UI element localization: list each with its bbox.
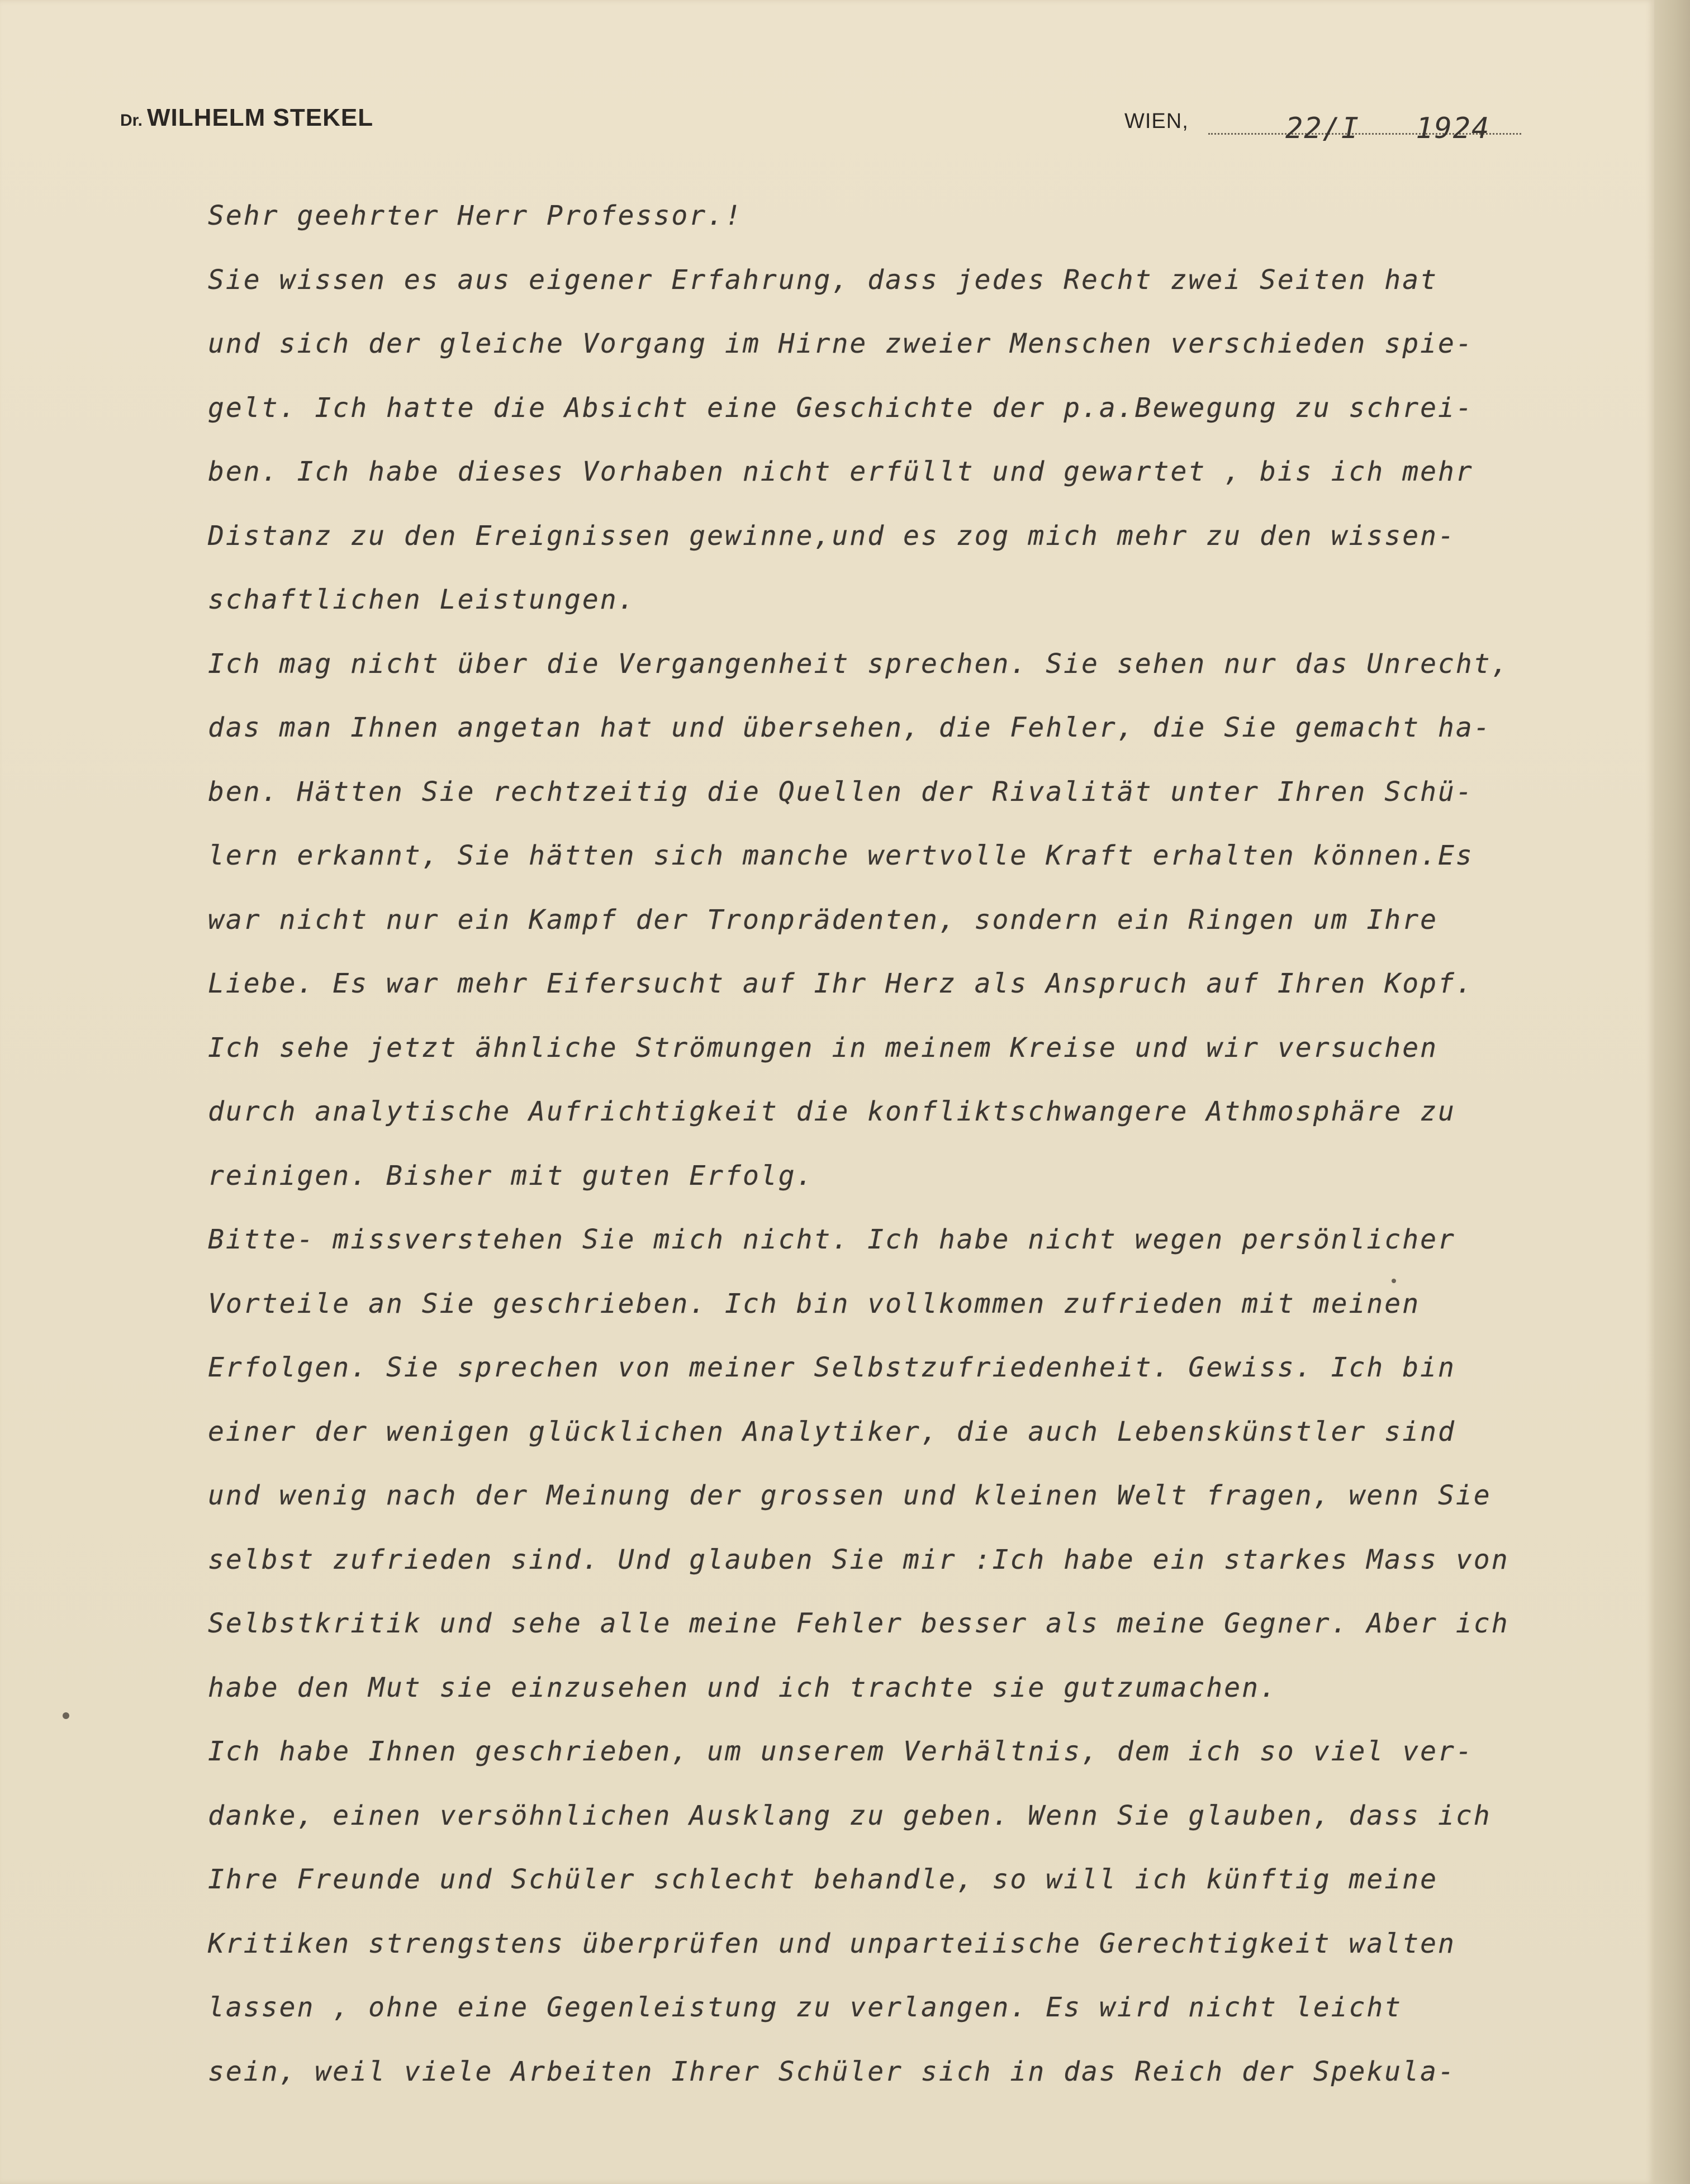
place-date <box>1124 110 1516 143</box>
text-line: Selbstkritik und sehe alle meine Fehler besser als meine Gegner. Aber ich <box>208 1608 1509 1639</box>
letter-body <box>208 199 1616 2119</box>
text-line: schaftlichen Leistungen. <box>208 584 636 615</box>
text-line: Bitte- missverstehen Sie mich nicht. Ich habe nicht wegen persönlicher <box>208 1224 1456 1255</box>
text-line: Distanz zu den Ereignissen gewinne,und es zog mich mehr zu den wissen- <box>208 520 1456 552</box>
letter-date: 22/I 1924 <box>1285 112 1490 145</box>
text-line: habe den Mut sie einzusehen und ich trachte sie gutzumachen. <box>208 1672 1278 1703</box>
text-line: Ich mag nicht über die Vergangenheit sprechen. Sie sehen nur das Unrecht, <box>208 648 1509 680</box>
text-line: Liebe. Es war mehr Eifersucht auf Ihr Herz als Anspruch auf Ihren Kopf. <box>208 968 1474 999</box>
paper-speck <box>63 1712 69 1719</box>
text-line: Ich sehe jetzt ähnliche Strömungen in meinem Kreise und wir versuchen <box>208 1032 1438 1063</box>
text-line: und sich der gleiche Vorgang im Hirne zweier Menschen verschieden spie- <box>208 328 1474 359</box>
text-line: selbst zufrieden sind. Und glauben Sie mir :Ich habe ein starkes Mass von <box>208 1544 1509 1575</box>
text-line: Ich habe Ihnen geschrieben, um unserem Verhältnis, dem ich so viel ver- <box>208 1736 1474 1767</box>
text-line: und wenig nach der Meinung der grossen und kleinen Welt fragen, wenn Sie <box>208 1480 1492 1511</box>
salutation: Sehr geehrter Herr Professor.! <box>208 200 743 231</box>
text-line: ben. Hätten Sie rechtzeitig die Quellen der Rivalität unter Ihren Schü- <box>208 776 1474 808</box>
place-name: WIEN, <box>1124 110 1189 133</box>
paper-speck <box>1392 1279 1396 1283</box>
text-line: Ihre Freunde und Schüler schlecht behandle, so will ich künftig meine <box>208 1864 1438 1895</box>
text-line: ben. Ich habe dieses Vorhaben nicht erfüllt und gewartet , bis ich mehr <box>208 456 1474 487</box>
text-line: durch analytische Aufrichtigkeit die konfliktschwangere Athmosphäre zu <box>208 1096 1456 1127</box>
letterhead-name: WILHELM STEKEL <box>147 104 374 131</box>
text-line: sein, weil viele Arbeiten Ihrer Schüler sich in das Reich der Spekula- <box>208 2055 1456 2087</box>
text-line: war nicht nur ein Kampf der Tronprädenten, sondern ein Ringen um Ihre <box>208 904 1438 936</box>
text-line: Vorteile an Sie geschrieben. Ich bin vollkommen zufrieden mit meinen <box>208 1288 1421 1319</box>
text-line: lern erkannt, Sie hätten sich manche wertvolle Kraft erhalten können.Es <box>208 840 1474 871</box>
text-line: lassen , ohne eine Gegenleistung zu verlangen. Es wird nicht leicht <box>208 1992 1403 2023</box>
text-line: reinigen. Bisher mit guten Erfolg. <box>208 1160 814 1191</box>
letterhead <box>120 104 373 132</box>
text-line: Kritiken strengstens überprüfen und unparteiische Gerechtigkeit walten <box>208 1927 1456 1959</box>
text-line: das man Ihnen angetan hat und übersehen, die Fehler, die Sie gemacht ha- <box>208 712 1492 743</box>
text-line: einer der wenigen glücklichen Analytiker, die auch Lebenskünstler sind <box>208 1416 1456 1447</box>
page-edge <box>1654 0 1690 2184</box>
text-line: Sie wissen es aus eigener Erfahrung, dass jedes Recht zwei Seiten hat <box>208 264 1438 296</box>
letterhead-title: Dr. <box>120 111 143 130</box>
text-line: Erfolgen. Sie sprechen von meiner Selbstzufriedenheit. Gewiss. Ich bin <box>208 1352 1456 1383</box>
text-line: gelt. Ich hatte die Absicht eine Geschichte der p.a.Bewegung zu schrei- <box>208 392 1474 424</box>
text-line: danke, einen versöhnlichen Ausklang zu geben. Wenn Sie glauben, dass ich <box>208 1800 1492 1831</box>
